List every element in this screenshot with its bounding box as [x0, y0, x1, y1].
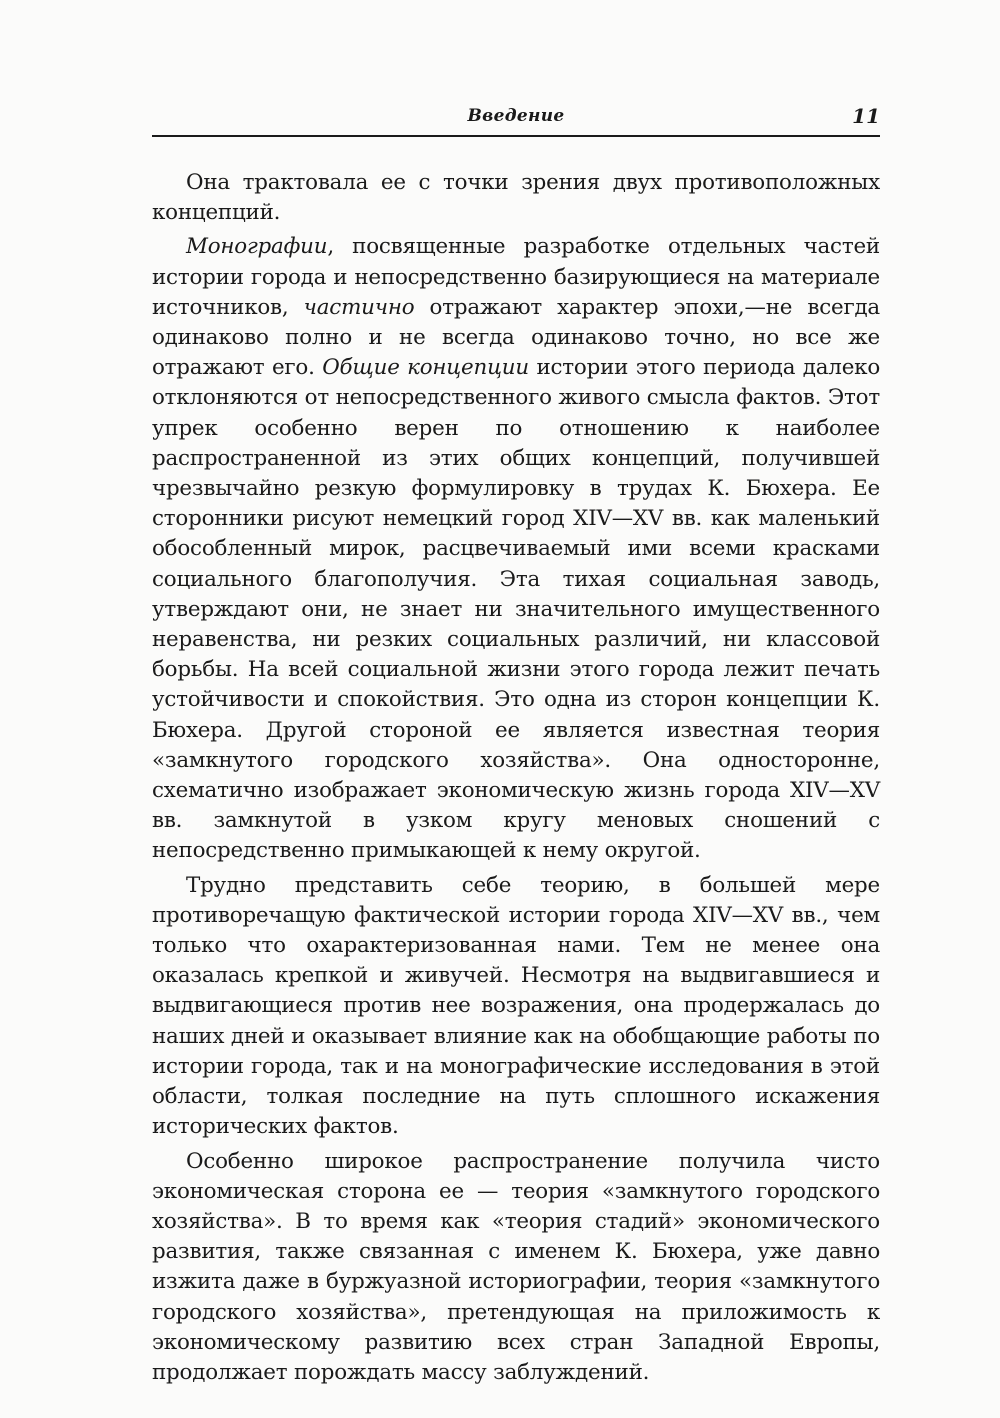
body-text	[152, 168, 880, 1388]
paragraph	[152, 1147, 880, 1389]
paragraph	[152, 232, 880, 866]
paragraph	[152, 871, 880, 1143]
text-segment: истории этого периода далеко отклоняются от непосредственного живого смысла фактов. Этот упрек особенно верен по отношению к наиболее распространенной из этих общих концепций, получившей чрезвычайно резкую формулировку в трудах К. Бюхера. Ее сторонники рисуют немецкий город XIV—XV вв. как маленький обособленный мирок, расцвечиваемый ими всеми красками социального благополучия. Эта тихая социальная заводь, утверждают они, не знает ни значительного имущественного неравенства, ни резких социальных различий, ни классовой борьбы. На всей социальной жизни этого города лежит печать устойчивости и спокойствия. Это одна из сторон концепции К. Бюхера. Другой стороной ее является известная теория «замкнутого городского хозяйства». Она односторонне, схематично изображает экономическую жизнь города XIV—XV вв. замкнутой в узком кругу меновых сношений с непосредственно примыкающей к нему округой.	[152, 355, 881, 864]
page-number: 11	[852, 104, 880, 128]
page-header	[152, 104, 880, 130]
italic-term: Общие концепции	[322, 355, 529, 381]
text-segment: Трудно представить себе теорию, в большей мере противоречащую фактической истории города XIV—XV вв., чем только что охарактеризованная нами. Тем не менее она оказалась крепкой и живучей. Несмотря на выдвигавшиеся и выдвигающиеся против нее возражения, она продержалась до наших дней и оказывает влияние как на обобщающие работы по истории города, так и на монографические исследования в этой области, толкая последние на путь сплошного искажения исторических фактов.	[152, 872, 880, 1140]
paragraph	[152, 168, 880, 228]
header-rule	[152, 135, 880, 137]
italic-term: Монографии	[186, 234, 328, 260]
text-segment: , посвященные разработке отдельных частей истории города и непосредственно базирующиеся на материале источников,	[152, 234, 880, 320]
text-segment: Особенно широкое распространение получила чисто экономическая сторона ее — теория «замкнутого городского хозяйства». В то время как «теория стадий» экономического развития, также связанная с именем К. Бюхера, уже давно изжита даже в буржуазной историографии, теория «замкнутого городского хозяйства», претендующая на приложимость к экономическому развитию всех стран Западной Европы, продолжает порождать массу заблуждений.	[152, 1148, 880, 1385]
italic-term: частично	[303, 294, 415, 320]
text-segment: отражают характер эпохи,—не всегда одинаково полно и не всегда одинаково точно, но все же отражают его.	[152, 294, 880, 381]
text-segment: Она трактовала ее с точки зрения двух противоположных концепций.	[152, 170, 880, 226]
running-title: Введение	[467, 106, 565, 126]
